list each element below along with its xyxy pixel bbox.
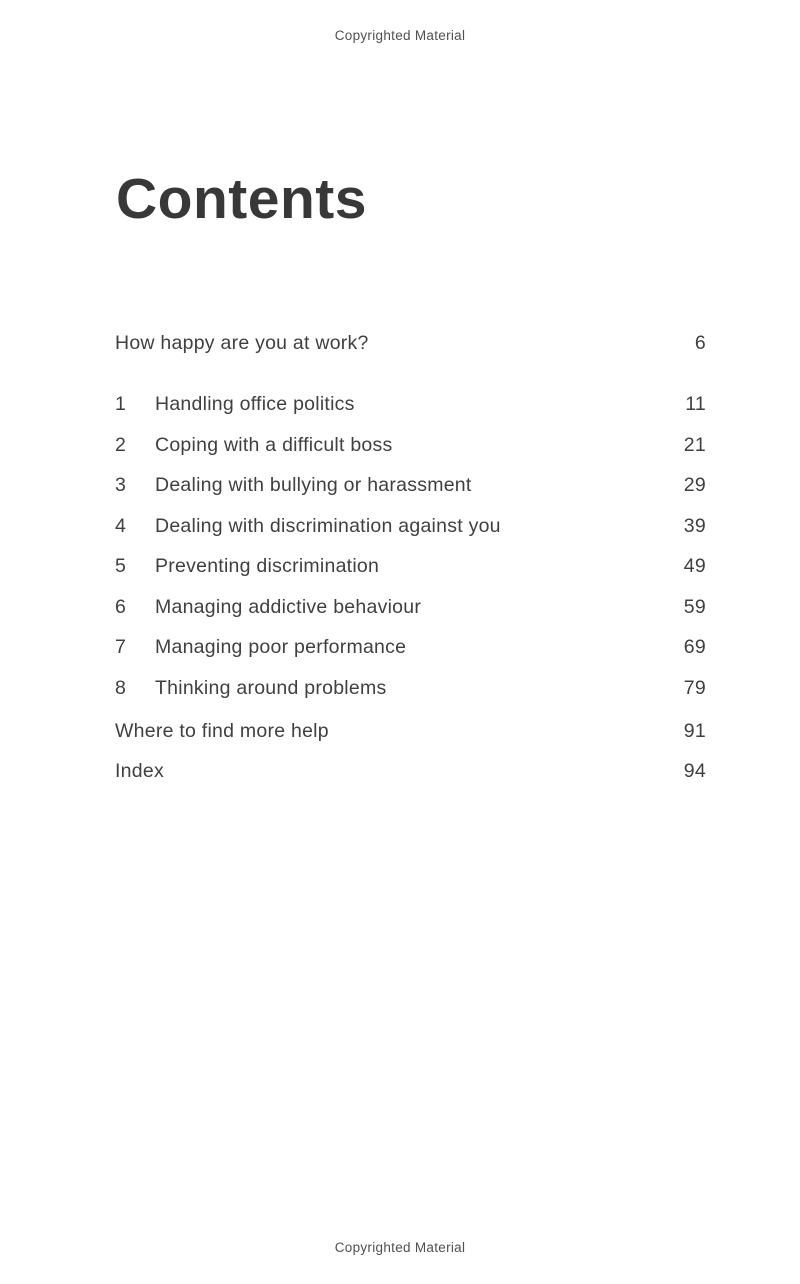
toc-entry-number: 6 [115, 595, 127, 618]
toc-entry-page-number: 79 [683, 676, 706, 699]
toc-entry-label: Managing addictive behaviour [155, 595, 422, 618]
copyright-notice-bottom: Copyrighted Material [334, 1240, 466, 1255]
toc-entry-number: 8 [115, 676, 127, 699]
toc-entry-page-number: 49 [683, 555, 706, 577]
toc-section-intro [115, 332, 706, 355]
toc-entry-label: Preventing discrimination [155, 555, 380, 577]
toc-row [115, 760, 706, 783]
table-of-contents [115, 332, 706, 801]
toc-entry-number: 7 [115, 636, 127, 658]
toc-section-chapters [115, 393, 706, 700]
toc-row [115, 555, 706, 578]
toc-row [115, 677, 706, 700]
toc-entry-label: Managing poor performance [155, 636, 407, 658]
toc-entry-page-number: 91 [683, 719, 706, 742]
toc-entry-number: 5 [115, 555, 127, 577]
toc-entry-number: 2 [115, 433, 127, 456]
toc-section-outro [115, 720, 706, 784]
toc-entry-page-number: 29 [683, 474, 706, 496]
toc-row [115, 596, 706, 619]
toc-row [115, 636, 706, 659]
toc-entry-page-number: 94 [683, 760, 706, 782]
toc-entry-label: Dealing with discrimination against you [155, 514, 501, 537]
toc-row [115, 515, 706, 538]
toc-entry-label: Dealing with bullying or harassment [155, 474, 472, 496]
toc-entry-page-number: 39 [683, 514, 706, 537]
toc-row [115, 474, 706, 497]
page-title: Contents [116, 167, 367, 232]
toc-row [115, 720, 706, 743]
copyright-notice-top: Copyrighted Material [334, 28, 466, 43]
toc-entry-label: Where to find more help [115, 719, 329, 742]
toc-row [115, 434, 706, 457]
toc-entry-page-number: 11 [685, 393, 706, 415]
toc-entry-number: 1 [115, 393, 127, 415]
toc-entry-number: 3 [115, 474, 127, 496]
toc-entry-page-number: 69 [683, 636, 706, 658]
toc-row [115, 393, 706, 416]
toc-entry-page-number: 21 [683, 433, 706, 456]
toc-entry-label: Coping with a difficult boss [155, 433, 393, 456]
toc-entry-label: How happy are you at work? [115, 332, 369, 354]
toc-entry-label: Handling office politics [155, 393, 355, 415]
toc-row [115, 332, 706, 355]
toc-entry-page-number: 59 [683, 595, 706, 618]
toc-entry-label: Thinking around problems [155, 676, 387, 699]
toc-entry-label: Index [115, 760, 164, 782]
toc-entry-number: 4 [115, 514, 127, 537]
toc-entry-page-number: 6 [694, 332, 706, 354]
